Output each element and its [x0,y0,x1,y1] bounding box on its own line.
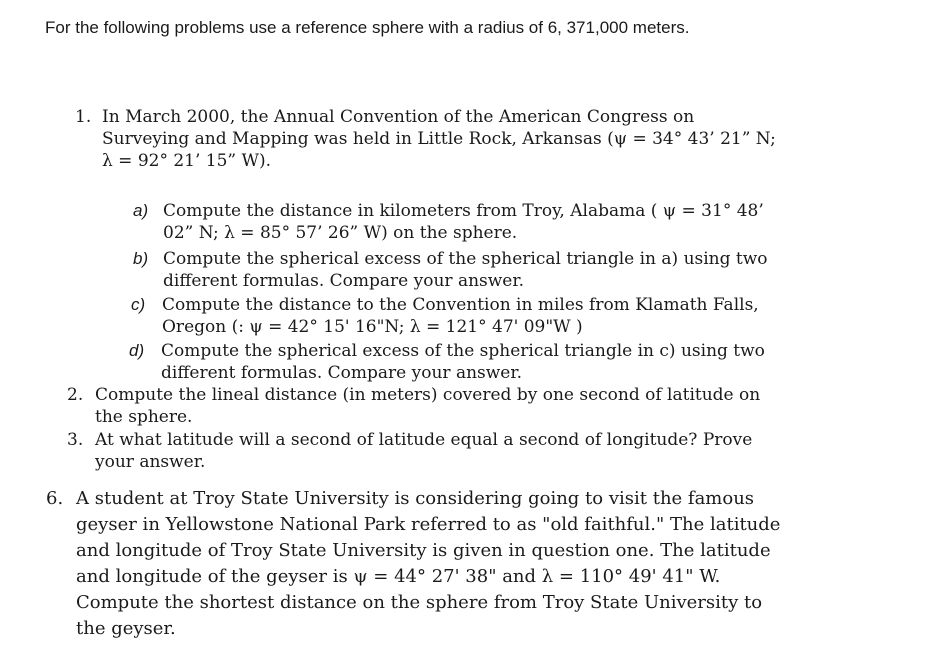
question-1-line: λ = 92° 21’ 15” W). [102,151,272,171]
intro-text: For the following problems use a reference sphere with a radius of 6, 371,000 meters. [45,18,690,37]
part-c-line: Compute the distance to the Convention in miles from Klamath Falls, [162,295,759,315]
question-1-line: Surveying and Mapping was held in Little Rock, Arkansas (ψ = 34° 43’ 21” N; [102,129,776,149]
part-b-letter: b) [133,249,149,268]
question-2-number: 2. [67,385,84,405]
part-d-line: Compute the spherical excess of the spherical triangle in c) using two [161,341,765,361]
part-c-line: Oregon (: ψ = 42° 15' 16"N; λ = 121° 47' 09"W ) [162,317,583,337]
question-6-number: 6. [46,488,64,509]
part-a-letter: a) [133,201,149,220]
question-2-line: the sphere. [95,407,193,427]
question-3-number: 3. [67,430,84,450]
question-1-number: 1. [75,107,92,127]
part-a-line: 02” N; λ = 85° 57’ 26” W) on the sphere. [163,223,518,243]
question-6-line: and longitude of Troy State University is given in question one. The latitude [76,540,771,561]
question-6-line: A student at Troy State University is considering going to visit the famous [76,488,755,509]
part-d-line: different formulas. Compare your answer. [161,363,523,383]
question-3-line: At what latitude will a second of latitude equal a second of longitude? Prove [95,430,753,450]
part-d-letter: d) [129,341,145,360]
part-b-line: different formulas. Compare your answer. [163,271,525,291]
question-2-line: Compute the lineal distance (in meters) covered by one second of latitude on [95,385,761,405]
question-6-line: the geyser. [76,618,176,639]
question-1-line: In March 2000, the Annual Convention of the American Congress on [102,107,695,127]
question-6-line: geyser in Yellowstone National Park referred to as "old faithful." The latitude [76,514,781,535]
part-b-line: Compute the spherical excess of the spherical triangle in a) using two [163,249,768,269]
question-6-line: and longitude of the geyser is ψ = 44° 27' 38" and λ = 110° 49' 41" W. [76,566,721,587]
part-c-letter: c) [131,295,146,314]
part-a-line: Compute the distance in kilometers from Troy, Alabama ( ψ = 31° 48’ [163,201,764,221]
question-6-line: Compute the shortest distance on the sphere from Troy State University to [76,592,763,613]
question-3-line: your answer. [95,452,206,472]
